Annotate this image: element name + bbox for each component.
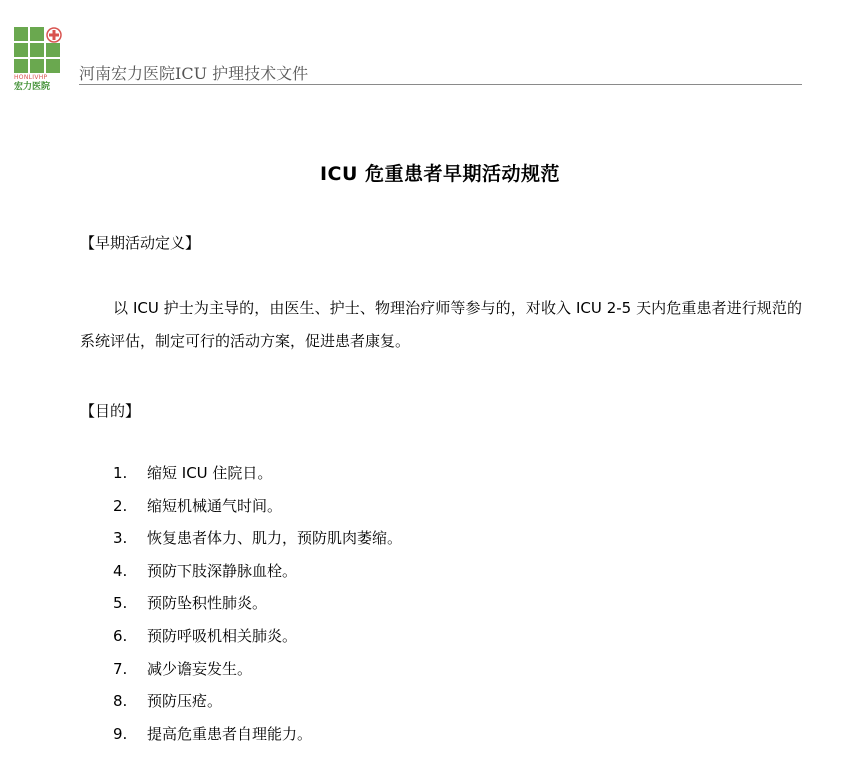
purpose-list [113,460,402,753]
header-title: 河南宏力医院ICU 护理技术文件 [79,64,309,83]
list-item [113,656,402,689]
list-item-text: 恢复患者体力、肌力，预防肌肉萎缩。 [147,529,403,548]
hospital-logo [14,27,62,93]
list-item [113,493,402,526]
definition-paragraph: 以 ICU 护士为主导的，由医生、护士、物理治疗师等参与的，对收入 ICU 2-5 天内危重患者进行规范的系统评估，制定可行的活动方案，促进患者康复。 [80,299,802,350]
list-item-number: 7. [113,659,128,678]
list-item [113,623,402,656]
list-item-number: 8. [113,692,128,711]
list-item-text: 预防呼吸机相关肺炎。 [147,626,298,645]
definition-heading: 【早期活动定义】 [80,234,201,252]
page-header [0,0,841,100]
document-title: ICU 危重患者早期活动规范 [319,163,561,185]
list-item-text: 预防下肢深静脉血栓。 [147,561,298,580]
list-item-text: 提高危重患者自理能力。 [147,724,313,743]
logo-chinese-text: 宏力医院 [14,82,51,92]
list-item-text: 预防坠积性肺炎。 [147,594,268,613]
purpose-heading: 【目的】 [80,402,141,420]
list-item-text: 缩短 ICU 住院日。 [147,464,273,482]
list-item-number: 5. [113,594,128,613]
list-item-number: 6. [113,626,128,645]
logo-english-text: HONLIVHP [14,74,48,81]
medical-cross-icon [46,27,62,43]
list-item [113,688,402,721]
list-item-number: 3. [113,529,128,548]
list-item-number: 2. [113,496,128,515]
list-item-text: 减少谵妄发生。 [147,659,253,678]
list-item [113,590,402,623]
list-item-text: 缩短机械通气时间。 [147,496,283,515]
list-item [113,525,402,558]
list-item-number: 1. [113,464,128,482]
list-item-number: 4. [113,561,128,580]
list-item-text: 预防压疮。 [147,692,223,711]
header-divider [79,84,802,85]
list-item [113,558,402,591]
list-item [113,460,402,493]
list-item-number: 9. [113,724,128,743]
list-item [113,721,402,754]
